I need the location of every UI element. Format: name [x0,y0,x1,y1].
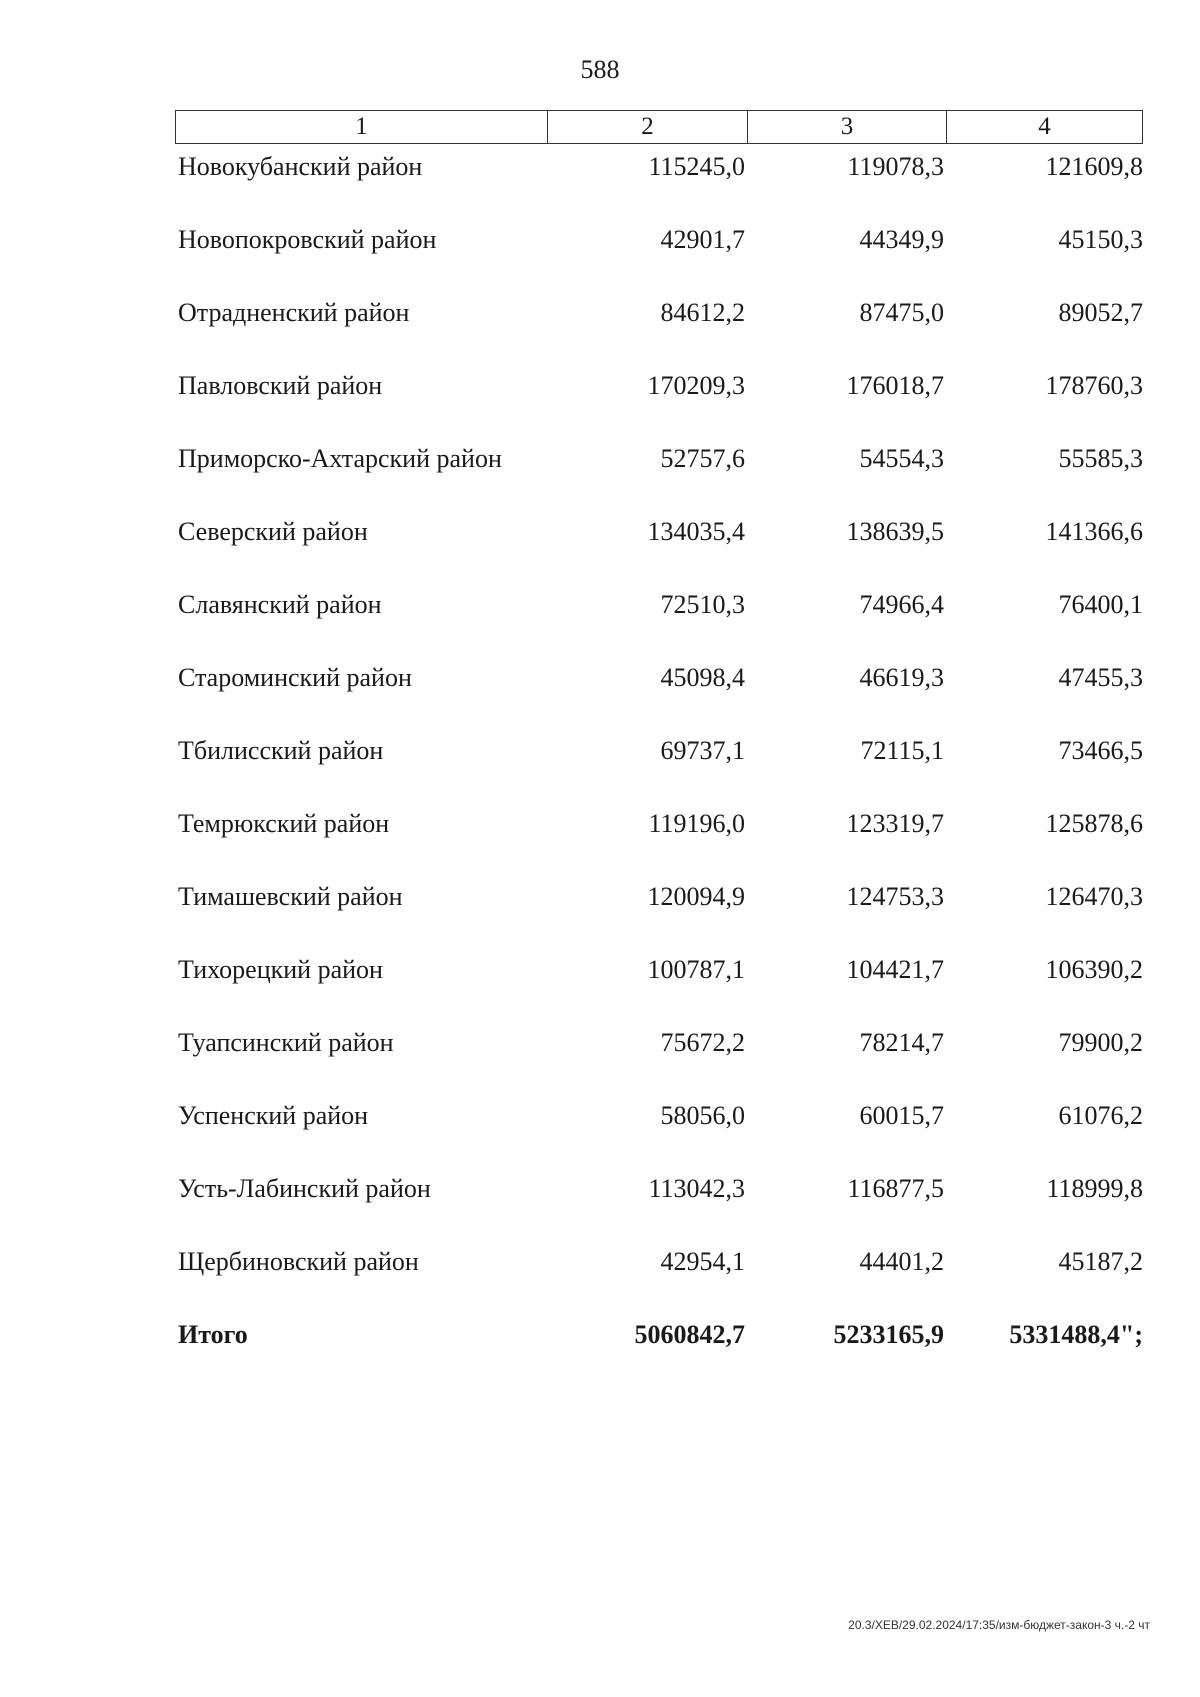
district-name: Староминский район [178,663,412,692]
value-col-2: 58056,0 [660,1101,745,1130]
value-col-3: 54554,3 [859,444,944,473]
footer-doc-id: 20.3/ХЕВ/29.02.2024/17:35/изм-бюджет-закон-3 ч.-2 чт [848,1618,1150,1632]
district-name: Успенский район [178,1101,369,1130]
header-col-4: 4 [1038,113,1051,140]
value-col-2: 69737,1 [660,736,745,765]
value-col-3: 123319,7 [846,809,944,838]
district-name: Темрюкский район [178,809,390,838]
value-col-3: 72115,1 [860,736,944,765]
table-row [178,367,1143,440]
value-col-4: 61076,2 [1058,1101,1143,1130]
value-col-2: 5060842,7 [634,1320,745,1349]
district-name: Новокубанский район [178,152,423,181]
value-col-3: 124753,3 [846,882,944,911]
district-name: Павловский район [178,371,383,400]
table-row [178,951,1143,1024]
table-row [178,1097,1143,1170]
table-row [178,1243,1143,1316]
header-col-1: 1 [176,111,548,143]
value-col-4: 47455,3 [1058,663,1143,692]
table-row [178,732,1143,805]
value-col-2: 119196,0 [648,809,745,838]
value-col-3: 44401,2 [859,1247,944,1276]
district-name: Отрадненский район [178,298,410,327]
value-col-2: 134035,4 [647,517,745,546]
value-col-4: 118999,8 [1046,1174,1143,1203]
value-col-2: 42954,1 [660,1247,745,1276]
value-col-2: 113042,3 [648,1174,745,1203]
value-col-3: 44349,9 [859,225,944,254]
value-col-4: 106390,2 [1045,955,1143,984]
table-header [175,110,1143,144]
value-col-3: 138639,5 [846,517,944,546]
value-col-4: 125878,6 [1045,809,1143,838]
value-col-4: 73466,5 [1058,736,1143,765]
table-row [178,440,1143,513]
value-col-3: 176018,7 [846,371,944,400]
value-col-4: 121609,8 [1045,152,1143,181]
value-col-4: 5331488,4"; [1009,1320,1143,1349]
value-col-2: 42901,7 [660,225,745,254]
value-col-4: 76400,1 [1058,590,1143,619]
value-col-4: 126470,3 [1045,882,1143,911]
district-name: Щербиновский район [178,1247,419,1276]
district-name: Усть-Лабинский район [178,1174,431,1203]
value-col-3: 119078,3 [847,152,944,181]
value-col-2: 45098,4 [660,663,745,692]
value-col-4: 141366,6 [1045,517,1143,546]
value-col-4: 178760,3 [1045,371,1143,400]
district-name: Тбилисский район [178,736,384,765]
header-col-3: 3 [748,111,947,143]
value-col-2: 115245,0 [648,152,745,181]
district-name: Туапсинский район [178,1028,394,1057]
table-row [178,1170,1143,1243]
table-body [178,148,1143,1389]
table-row [178,294,1143,367]
value-col-3: 46619,3 [859,663,944,692]
header-col-2: 2 [548,111,748,143]
value-col-2: 52757,6 [660,444,745,473]
district-name: Северский район [178,517,368,546]
total-row [178,1316,1143,1389]
table-row [178,586,1143,659]
table-row [178,878,1143,951]
value-col-2: 75672,2 [660,1028,745,1057]
value-col-2: 170209,3 [647,371,745,400]
value-col-3: 87475,0 [859,298,944,327]
table-row [178,221,1143,294]
value-col-2: 84612,2 [660,298,745,327]
district-name: Итого [178,1320,248,1349]
table-row [178,513,1143,586]
district-name: Новопокровский район [178,225,437,254]
table-row [178,148,1143,221]
table-row [178,805,1143,878]
district-name: Славянский район [178,590,382,619]
value-col-4: 45187,2 [1058,1247,1143,1276]
district-name: Тимашевский район [178,882,403,911]
value-col-4: 45150,3 [1058,225,1143,254]
page-number: 588 [580,55,620,84]
district-name: Приморско-Ахтарский район [178,444,502,473]
value-col-4: 55585,3 [1058,444,1143,473]
value-col-4: 89052,7 [1058,298,1143,327]
value-col-3: 60015,7 [859,1101,944,1130]
value-col-4: 79900,2 [1058,1028,1143,1057]
value-col-3: 78214,7 [859,1028,944,1057]
value-col-3: 74966,4 [859,590,944,619]
district-name: Тихорецкий район [178,955,383,984]
value-col-2: 120094,9 [647,882,745,911]
table-row [178,1024,1143,1097]
value-col-3: 5233165,9 [833,1320,944,1349]
table-row [178,659,1143,732]
value-col-2: 100787,1 [647,955,745,984]
value-col-3: 104421,7 [846,955,944,984]
value-col-3: 116877,5 [847,1174,944,1203]
value-col-2: 72510,3 [660,590,745,619]
